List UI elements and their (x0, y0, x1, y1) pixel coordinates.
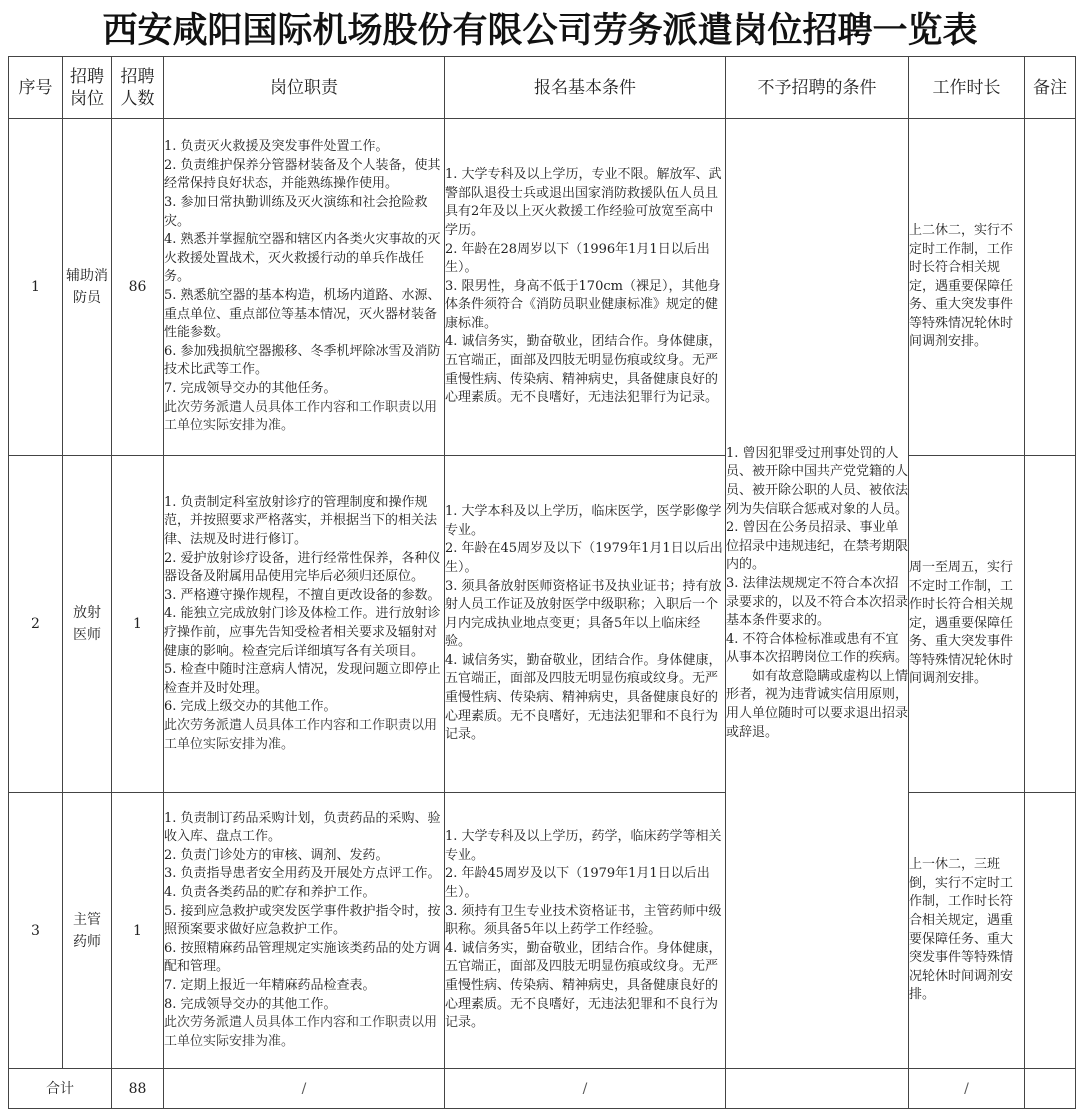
header-requirements: 报名基本条件 (445, 57, 726, 119)
requirement-item: 3. 须持有卫生专业技术资格证书，主管药师中级职称。须具备5年以上药学工作经验。 (445, 903, 722, 938)
header-disqualifications: 不予招聘的条件 (726, 57, 909, 119)
duty-item: 5. 检查中随时注意病人情况，发现问题立即停止检查并及时处理。 (164, 662, 441, 696)
duty-item: 7. 完成领导交办的其他任务。 (164, 380, 337, 396)
requirement-item: 4. 诚信务实，勤奋敬业，团结合作。身体健康，五官端正，面部及四肢无明显伤痕或纹身。无严重慢性病、传染病、精神病史，具备健康良好的心理素质。无不良嗜好，无违法犯罪行为记录。 (445, 334, 722, 406)
disqualification-item: 4. 不符合体检标准或患有不宜从事本次招聘岗位工作的疾病。 (726, 631, 909, 666)
page-title: 西安咸阳国际机场股份有限公司劳务派遣岗位招聘一览表 (102, 11, 978, 51)
work-hours-cell: 上一休二，三班倒，实行不定时工作制，工作时长符合相关规定，遇重要保障任务、重大突发事件等特殊情况轮休时间调剂安排。 (909, 793, 1025, 1069)
duty-item: 4. 能独立完成放射门诊及体检工作。进行放射诊疗操作前，应事先告知受检者相关要求及辐射对健康的影响。检查完后详细填写各有关项目。 (164, 606, 441, 659)
total-count: 88 (112, 1069, 164, 1109)
duty-item: 2. 负责维护保养分管器材装备及个人装备，使其经常保持良好状态，并能熟练操作使用。 (164, 157, 441, 192)
seq-cell: 3 (9, 793, 63, 1069)
total-remarks (1025, 1069, 1076, 1109)
header-position: 招聘岗位 (63, 57, 112, 119)
duties-cell (164, 119, 445, 456)
table-row (9, 456, 1076, 793)
recruitment-table (8, 56, 1076, 1109)
position-cell: 放射医师 (63, 456, 112, 793)
count-cell: 86 (112, 119, 164, 456)
disqualifications-cell (726, 119, 909, 1069)
duty-item: 3. 严格遵守操作规程，不擅自更改设备的参数。 (164, 587, 441, 603)
requirement-item: 1. 大学本科及以上学历，临床医学，医学影像学专业。 (445, 504, 722, 538)
duty-item: 4. 熟悉并掌握航空器和辖区内各类火灾事故的灭火救援处置战术，灭火救援行动的单兵作战任务。 (164, 232, 441, 285)
remarks-cell (1025, 456, 1076, 793)
duty-item: 6. 按照精麻药品管理规定实施该类药品的处方调配和管理。 (164, 940, 441, 975)
requirement-item: 1. 大学专科及以上学历，专业不限。解放军、武警部队退役士兵或退出国家消防救援队伍人员且具有2年及以上灭火救援工作经验可放宽至高中学历。 (445, 167, 722, 238)
requirement-item: 3. 限男性，身高不低于170cm（裸足），其他身体条件须符合《消防员职业健康标准》规定的健康标准。 (445, 278, 721, 331)
total-requirements: / (445, 1069, 726, 1109)
duty-item: 2. 爱护放射诊疗设备，进行经常性保养，各种仪器设备及附属用品使用完毕后必须归还原位。 (164, 550, 441, 585)
header-work-hours: 工作时长 (909, 57, 1025, 119)
table-row (9, 119, 1076, 456)
duty-item: 3. 负责指导患者安全用药及开展处方点评工作。 (164, 866, 441, 882)
header-seq: 序号 (9, 57, 63, 119)
duty-item: 6. 完成上级交办的其他工作。 (164, 699, 337, 715)
table-row (9, 793, 1076, 1069)
duty-item: 3. 参加日常执勤训练及灭火演练和社会抢险救灾。 (164, 195, 428, 229)
header-count: 招聘人数 (112, 57, 164, 119)
requirement-item: 4. 诚信务实，勤奋敬业，团结合作。身体健康，五官端正，面部及四肢无明显伤痕或纹身。无严重慢性病、传染病、精神病史，具备健康良好的心理素质。无不良嗜好，无违法犯罪和不良行为记录。 (445, 940, 722, 1031)
requirement-item: 3. 须具备放射医师资格证书及执业证书；持有放射人员工作证及放射医学中级职称；入职后一个月内完成执业地点变更；具备5年以上临床经验。 (445, 578, 722, 650)
duty-item: 8. 完成领导交办的其他工作。 (164, 996, 337, 1012)
duty-item: 7. 定期上报近一年精麻药品检查表。 (164, 977, 376, 993)
requirements-cell (445, 456, 726, 793)
duty-note: 此次劳务派遣人员具体工作内容和工作职责以用工单位实际安排为准。 (164, 399, 438, 434)
requirements-cell (445, 793, 726, 1069)
duty-item: 1. 负责制订药品采购计划，负责药品的采购、验收入库、盘点工作。 (164, 810, 441, 845)
requirement-item: 1. 大学专科及以上学历，药学，临床药学等相关专业。 (445, 829, 722, 863)
remarks-cell (1025, 793, 1076, 1069)
total-row (9, 1069, 1076, 1109)
duty-item: 5. 熟悉航空器的基本构造，机场内道路、水源、重点单位、重点部位等基本情况，灭火器材装备性能参数。 (164, 288, 441, 341)
count-cell: 1 (112, 793, 164, 1069)
total-duties: / (164, 1069, 445, 1109)
duty-item: 1. 负责制定科室放射诊疗的管理制度和操作规范，并按照要求严格落实，并根据当下的相关法律、法规及时进行修订。 (164, 494, 438, 548)
duty-item: 4. 负责各类药品的贮存和养护工作。 (164, 885, 376, 901)
requirements-cell (445, 119, 726, 456)
duty-note: 此次劳务派遣人员具体工作内容和工作职责以用工单位实际安排为准。 (164, 1015, 438, 1049)
duty-item: 1. 负责灭火救援及突发事件处置工作。 (164, 139, 389, 155)
disqualification-item: 3. 法律法规规定不符合本次招录要求的，以及不符合本次招录基本条件要求的。 (726, 575, 909, 629)
requirement-item: 2. 年龄在45周岁及以下（1979年1月1日以后出生）。 (445, 541, 723, 575)
disqualification-item: 2. 曾因在公务员招录、事业单位招录中违规违纪，在禁考期限内的。 (726, 520, 909, 573)
requirement-item: 4. 诚信务实，勤奋敬业，团结合作。身体健康，五官端正，面部及四肢无明显伤痕或纹身。无严重慢性病、传染病、精神病史，具备健康良好的心理素质。无不良嗜好，无违法犯罪和不良行为记录。 (445, 652, 722, 743)
duty-note: 此次劳务派遣人员具体工作内容和工作职责以用工单位实际安排为准。 (164, 717, 438, 752)
total-work-hours: / (909, 1069, 1025, 1109)
requirement-item: 2. 年龄在28周岁以下（1996年1月1日以后出生）。 (445, 241, 710, 276)
header-duties: 岗位职责 (164, 57, 445, 119)
requirement-item: 2. 年龄45周岁及以下（1979年1月1日以后出生）。 (445, 866, 710, 901)
work-hours-cell: 周一至周五，实行不定时工作制，工作时长符合相关规定，遇重要保障任务、重大突发事件等特殊情况轮休时间调剂安排。 (909, 456, 1025, 793)
total-disqualifications (726, 1069, 909, 1109)
header-remarks: 备注 (1025, 57, 1076, 119)
seq-cell: 1 (9, 119, 63, 456)
duty-item: 2. 负责门诊处方的审核、调剂、发药。 (164, 847, 389, 863)
disqualification-note: 如有故意隐瞒或虚构以上情形者，视为违背诚实信用原则，用人单位随时可以要求退出招录或辞退。 (726, 668, 909, 740)
total-label: 合计 (9, 1069, 112, 1109)
remarks-cell (1025, 119, 1076, 456)
duty-item: 6. 参加残损航空器搬移、冬季机坪除冰雪及消防技术比武等工作。 (164, 343, 441, 378)
seq-cell: 2 (9, 456, 63, 793)
count-cell: 1 (112, 456, 164, 793)
position-cell: 辅助消防员 (63, 119, 112, 456)
header-row (9, 57, 1076, 119)
duties-cell (164, 456, 445, 793)
work-hours-cell: 上二休二，实行不定时工作制，工作时长符合相关规定，遇重要保障任务、重大突发事件等特殊情况轮休时间调剂安排。 (909, 119, 1025, 456)
duties-cell (164, 793, 445, 1069)
disqualification-item: 1. 曾因犯罪受过刑事处罚的人员、被开除中国共产党党籍的人员、被开除公职的人员、被依法列为失信联合惩戒对象的人员。 (726, 445, 909, 517)
duty-item: 5. 接到应急救护或突发医学事件救护指令时，按照预案要求做好应急救护工作。 (164, 903, 441, 938)
position-cell: 主管药师 (63, 793, 112, 1069)
